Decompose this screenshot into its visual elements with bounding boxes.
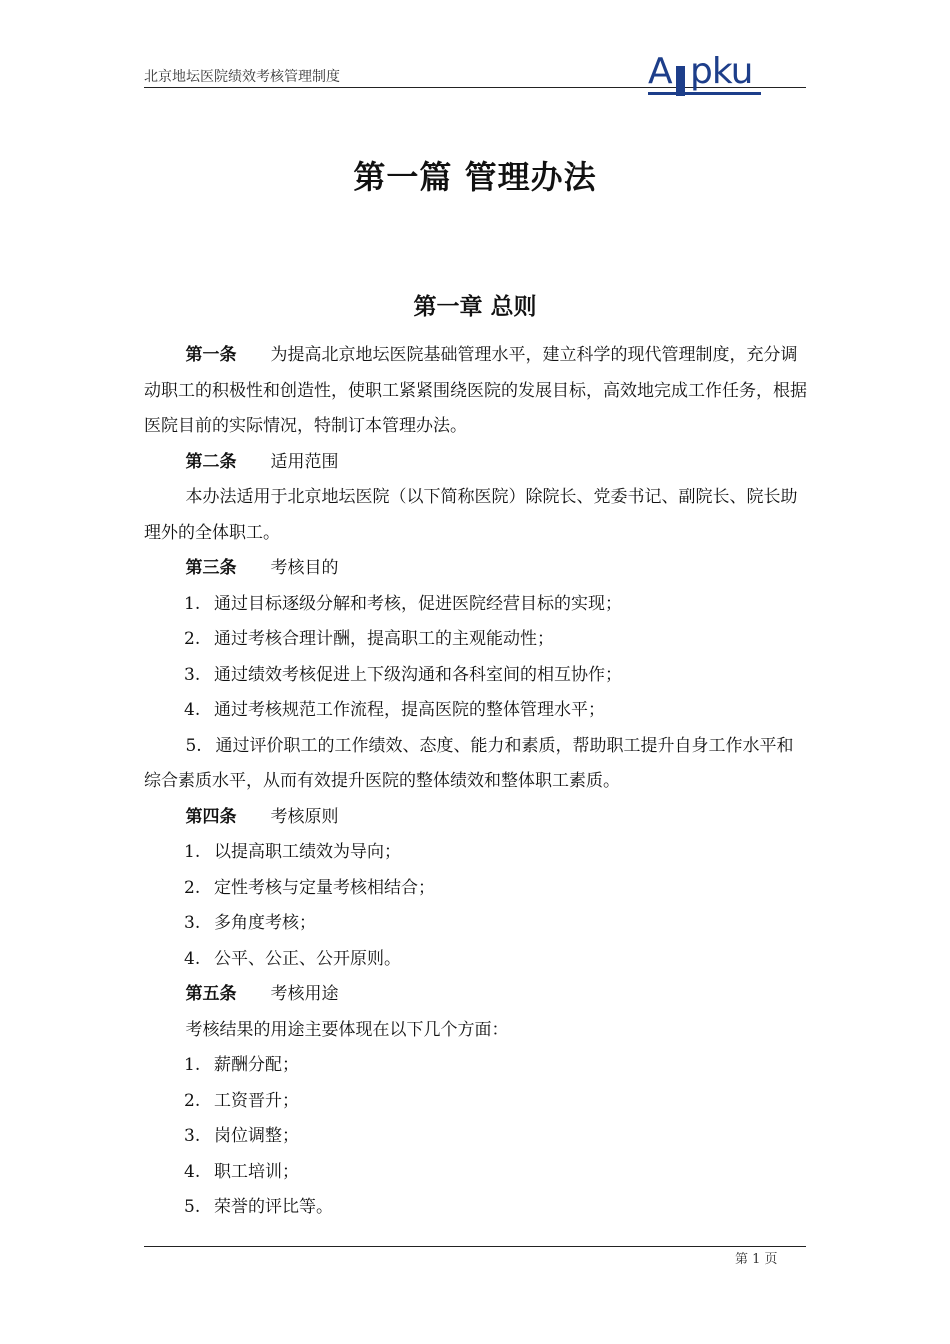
logo-underline [648,92,761,95]
list-item [144,1190,808,1226]
list-number: 2. [184,629,201,649]
list-text: 通过考核合理计酬，提高职工的主观能动性； [214,629,554,649]
list-number: 1. [184,842,201,862]
list-number: 3. [184,1126,201,1146]
chapter-title: 第一章 总则 [413,293,537,320]
article-heading: 考核目的 [270,558,339,578]
list-number: 4. [184,1161,201,1182]
article-3-heading [144,551,808,587]
list-number: 1. [184,593,201,614]
article-label: 第三条 [185,558,237,578]
list-text: 以提高职工绩效为导向； [214,842,401,862]
list-text: 通过绩效考核促进上下级沟通和各科室间的相互协作； [214,664,622,685]
list-text: 公平、公正、公开原则。 [214,948,401,969]
list-text: 荣誉的评比等。 [214,1197,333,1217]
list-text: 通过考核规范工作流程，提高医院的整体管理水平； [214,700,605,720]
list-number: 4. [184,700,201,720]
article-label: 第五条 [185,984,237,1004]
list-number: 4. [184,948,201,969]
list-item [144,729,808,800]
list-number: 3. [184,913,201,933]
article-5-intro: 考核结果的用途主要体现在以下几个方面： [185,1019,509,1040]
list-text: 薪酬分配； [214,1055,299,1075]
list-text: 岗位调整； [214,1126,299,1146]
list-item [144,1048,808,1084]
list-text: 定性考核与定量考核相结合； [214,877,435,898]
article-text: 为提高北京地坛医院基础管理水平，建立科学的现代管理制度，充分调动职工的积极性和创造性，使职工紧紧围绕医院的发展目标，高效地完成工作任务，根据医院目前的实际情况，特制订本管理办法。 [144,345,807,436]
list-number: 2. [184,877,201,898]
list-text: 工资晋升； [214,1090,299,1111]
page-number: 第 1 页 [735,1252,778,1267]
article-label: 第二条 [185,451,237,472]
document-body [144,338,808,1226]
list-item [144,906,808,942]
header-title: 北京地坛医院绩效考核管理制度 [144,69,340,85]
list-number: 5. [184,1197,201,1217]
list-text: 通过目标逐级分解和考核，促进医院经营目标的实现； [214,593,622,614]
list-item [144,1119,808,1155]
list-number: 5. [185,735,202,756]
list-item [144,693,808,729]
article-heading: 适用范围 [270,451,339,472]
list-number: 1. [184,1055,201,1075]
logo-letters-pku: pku [690,51,753,92]
list-item [144,871,808,907]
article-4-heading [144,800,808,836]
list-item [144,622,808,658]
article-label: 第四条 [185,806,237,827]
article-heading: 考核原则 [270,806,339,827]
list-item [144,835,808,871]
list-text: 多角度考核； [214,913,316,933]
list-number: 3. [184,664,201,685]
list-item [144,1155,808,1191]
footer-rule [144,1246,806,1247]
part-title: 第一篇 管理办法 [353,158,597,196]
article-heading: 考核用途 [270,984,339,1004]
list-number: 2. [184,1090,201,1111]
article-label: 第一条 [185,345,237,365]
logo-letter-a: A [648,51,672,92]
list-item [144,658,808,694]
list-text: 职工培训； [214,1161,299,1182]
list-text: 通过评价职工的工作绩效、态度、能力和素质，帮助职工提升自身工作水平和综合素质水平，从而有效提升医院的整体绩效和整体职工素质。 [144,735,794,791]
list-item [144,587,808,623]
article-1 [144,338,808,445]
article-5-heading [144,977,808,1013]
list-item [144,1084,808,1120]
list-item [144,942,808,978]
article-2-text: 本办法适用于北京地坛医院（以下简称医院）除院长、党委书记、副院长、院长助理外的全体职工。 [144,487,798,543]
article-2-heading [144,445,808,481]
